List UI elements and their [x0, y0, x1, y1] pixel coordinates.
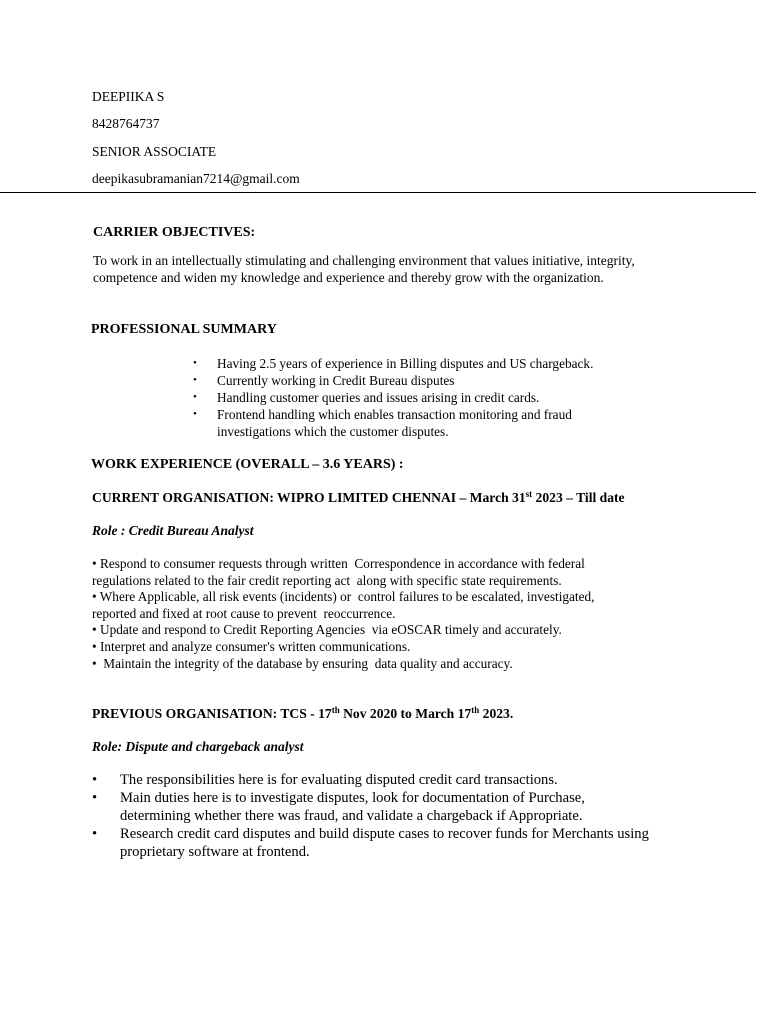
- bullet-icon: •: [193, 374, 197, 386]
- summary-heading: PROFESSIONAL SUMMARY: [91, 322, 277, 337]
- summary-list: [193, 355, 643, 440]
- list-item: • Currently working in Credit Bureau disputes: [193, 373, 455, 388]
- current-role: Role : Credit Bureau Analyst: [92, 523, 254, 538]
- list-item: • Frontend handling which enables transaction monitoring and fraud investigations which the customer disputes.: [193, 407, 572, 439]
- list-item: • The responsibilities here is for evaluating disputed credit card transactions.: [92, 772, 558, 788]
- list-item: • Research credit card disputes and build dispute cases to recover funds for Merchants using proprietary software at frontend.: [92, 826, 649, 860]
- responsibility-line: reported and fixed at root cause to prevent reoccurrence.: [92, 605, 396, 621]
- current-organisation-heading: CURRENT ORGANISATION: WIPRO LIMITED CHENNAI – March 31st 2023 – Till date: [92, 489, 625, 505]
- responsibility-line: • Interpret and analyze consumer's written communications.: [92, 638, 411, 654]
- email-address: deepikasubramanian7214@gmail.com: [92, 171, 300, 186]
- header-divider: [0, 192, 756, 193]
- candidate-name: DEEPIIKA S: [92, 89, 165, 104]
- responsibility-line: • Update and respond to Credit Reporting Agencies via eOSCAR timely and accurately.: [92, 622, 562, 638]
- bullet-icon: •: [92, 772, 98, 788]
- objectives-heading: CARRIER OBJECTIVES:: [93, 225, 256, 240]
- list-item: • Handling customer queries and issues arising in credit cards.: [193, 390, 540, 405]
- current-responsibilities: [92, 556, 652, 672]
- responsibility-line: • Where Applicable, all risk events (incidents) or control failures to be escalated, investigated,: [92, 589, 595, 605]
- job-title: SENIOR ASSOCIATE: [92, 144, 217, 159]
- bullet-icon: •: [92, 790, 98, 806]
- previous-organisation-heading: PREVIOUS ORGANISATION: TCS - 17th Nov 2020 to March 17th 2023.: [92, 705, 514, 721]
- previous-role: Role: Dispute and chargeback analyst: [92, 739, 304, 754]
- responsibility-line: • Maintain the integrity of the database by ensuring data quality and accuracy.: [92, 655, 513, 671]
- work-experience-heading: WORK EXPERIENCE (OVERALL – 3.6 YEARS) :: [91, 457, 404, 472]
- bullet-icon: •: [92, 826, 98, 842]
- list-item: • Having 2.5 years of experience in Billing disputes and US chargeback.: [193, 356, 594, 371]
- responsibility-line: • Respond to consumer requests through written Correspondence in accordance with federal: [92, 556, 585, 571]
- previous-responsibilities: [92, 771, 672, 861]
- bullet-icon: •: [193, 391, 197, 403]
- objectives-line-1: To work in an intellectually stimulating and challenging environment that values initiative, integrity,: [93, 253, 635, 268]
- objectives-line-2: competence and widen my knowledge and experience and thereby grow with the organization.: [93, 270, 604, 285]
- objectives-text: [93, 252, 693, 286]
- bullet-icon: •: [193, 357, 197, 369]
- list-item: • Main duties here is to investigate disputes, look for documentation of Purchase, determining whether there was fraud, and validate a chargeback if Appropriate.: [92, 790, 585, 824]
- responsibility-line: regulations related to the fair credit reporting act along with specific state requirements.: [92, 572, 562, 588]
- phone-number: 8428764737: [92, 116, 160, 131]
- bullet-icon: •: [193, 408, 197, 420]
